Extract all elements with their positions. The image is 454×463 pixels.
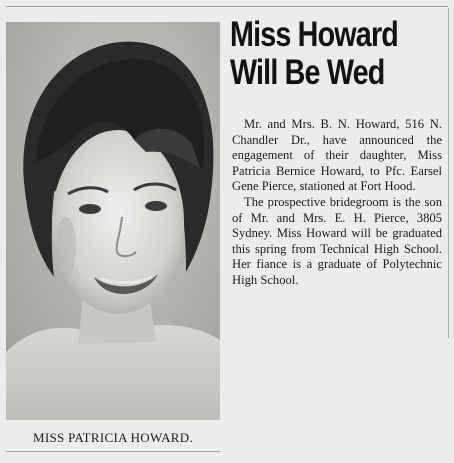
headline-block (230, 16, 446, 92)
headline (230, 16, 407, 92)
portrait-photo (6, 22, 220, 420)
headline-line-2: Will Be Wed (230, 53, 385, 92)
caption-rule (6, 451, 220, 452)
headline-line-1: Miss Howard (230, 15, 399, 54)
column-rule (448, 8, 449, 338)
top-rule (6, 6, 448, 7)
portrait-image (6, 22, 220, 420)
photo-caption: MISS PATRICIA HOWARD. (32, 430, 194, 445)
article-body (232, 117, 442, 289)
article-paragraph: Mr. and Mrs. B. N. Howard, 516 N. Chandler Dr., have announced the engagement of their daughter, Miss Patricia Bernice Howard, to Pfc. Earsel Gene Pierce, stationed at Fort Hood. (232, 117, 442, 194)
article-paragraph: The prospective bridegroom is the son of Mr. and Mrs. E. H. Pierce, 3805 Sydney. Miss Howard will be graduated this spring from Technical High School. Her fiance is a graduate of Polytechnic High School. (232, 194, 442, 287)
